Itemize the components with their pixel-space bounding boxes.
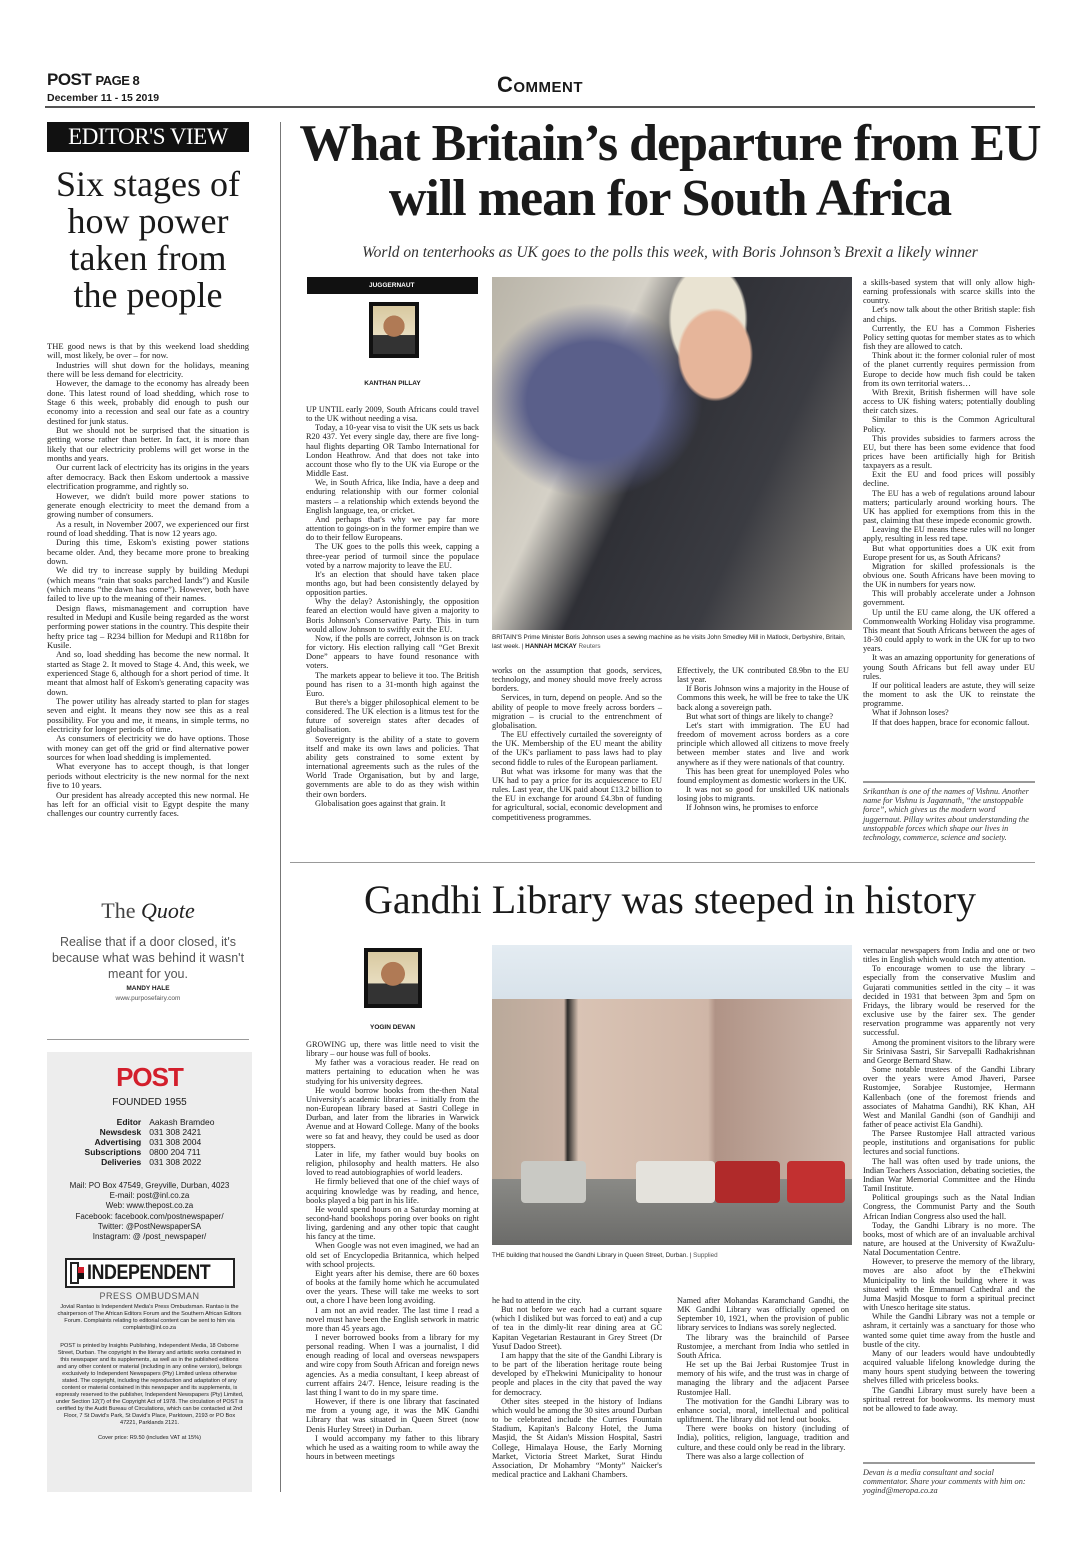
paragraph: What everyone has to accept though, is that longer periods without electricity is the new normal for the next five to 10 years. (47, 761, 249, 791)
contact-line: Facebook: facebook.com/postnewspaper/ (75, 1211, 224, 1221)
paragraph: Leaving the EU means these rules will no longer apply, resulting in less red tape. (863, 525, 1035, 544)
paragraph: My father was a voracious reader. He read on matters pertaining to education when he was studying for his university degrees. (306, 1058, 479, 1086)
paragraph: But not before we each had a currant square (which I disliked but was forced to eat) and a cup of tea in the dimly-lit rear dining area at GC Kapitan Vegetarian Restaurant in Grey Street (Dr Yusuf Dadoo Street). (492, 1305, 662, 1351)
article-headline: Gandhi Library was steeped in history (363, 877, 977, 922)
paragraph: During this time, Eskom's existing power stations became older. And, they became more prone to breaking down. (47, 537, 249, 566)
cover-price: Cover price: R9.50 (includes VAT at 15%) (98, 1435, 201, 1442)
paragraph: The hall was often used by trade unions, the Indian Teachers Association, debating societies, the Indian War Memorial Committee and the Hindu Tamil Institute. (863, 1156, 1035, 1194)
paragraph: He would borrow books from the-then Natal University's academic libraries – initially from the non-European library based at Sastri College in Durban, and later from the libraries in Warwick Avenue and at Howard College. Many of the books were so fat and heavy, they could be used as door stoppers. (306, 1085, 479, 1150)
independent-logo: INDEPENDENT (65, 1258, 235, 1288)
paragraph: The library was the brainchild of Parsee Rustomjee, a merchant from India who settled in South Africa. (677, 1332, 849, 1360)
paragraph: Currently, the EU has a Common Fisheries Policy setting quotas for member states as to which fish they are allowed to catch. (863, 323, 1035, 352)
paragraph: He would spend hours on a Saturday morning at second-hand bookshops poring over books on right living, gardening and any other topic that caught his fancy at the time. (306, 1204, 479, 1242)
paragraph: We, in South Africa, like India, have a deep and enduring relationship with our former colonial masters – a relationship which extends beyond the English language, tea, or cricket. (306, 478, 479, 515)
paragraph: I would accompany my father to this library which he used as a waiting room to while away the hours in between meetings (306, 1433, 479, 1462)
paragraph: Effectively, the UK contributed £8.9bn to the EU last year. (677, 666, 849, 685)
paragraph: Industries will shut down for the holidays, meaning there will be less demand for electricity. (47, 359, 249, 380)
paragraph: UP UNTIL early 2009, South Africans could travel to the UK without needing a visa. (306, 405, 479, 424)
independent-logo-icon (70, 1262, 80, 1284)
paragraph: a skills-based system that will only allow high-earning professionals with scarce skills into the country. (863, 278, 1035, 306)
column-divider (280, 122, 281, 1492)
paragraph: To encourage women to use the library – especially from the conservative Muslim and Gujarati communities settled in the city – it was decided in 1931 that between 3pm and 5pm on Fridays, the library would be reserved for the exclusive use by the fairer sex. The gender reservation programme was apparently not very successful. (863, 964, 1035, 1038)
paragraph: We did try to increase supply by building Medupi (which means “rain that soaks parched lands”) and Kusile (which means “the dawn has come”). However, both have failed to live up to the meaning of their names. (47, 565, 249, 604)
paragraph: Migration for skilled professionals is the obvious one. South Africans have been moving to the UK in numbers for years now. (863, 561, 1035, 590)
editors-view-label: EDITOR'S VIEW (47, 122, 249, 152)
paragraph: He set up the Bai Jerbai Rustomjee Trust in memory of his wife, and the trust was in charge of managing the library and the adjacent Parsee Rustomjee Hall. (677, 1360, 849, 1397)
paragraph: Design flaws, mismanagement and corruption have resulted in Medupi and Kusile being regarded as the worst performing power stations in the country. This despite their hefty price tag – R234 billion for Medupi and R118bn for Kusile. (47, 602, 249, 650)
article-photo (492, 277, 852, 630)
paragraph: Our current lack of electricity has its origins in the years after democracy. Back then Eskom undertook a massive electrification programme, and rightly so. (47, 462, 249, 492)
quote-rule (47, 1039, 249, 1040)
paragraph: And so, load shedding has become the new normal. It started as Stage 2. It moved to Stage 4. And, this week, we experienced Stage 6, although for a short period of time. It meant that almost half of Eskom's generating capacity was down. (47, 649, 249, 697)
paragraph: Exit the EU and food prices will possibly decline. (863, 470, 1035, 489)
contact-line: E-mail: post@inl.co.za (109, 1191, 190, 1201)
editorial-body (47, 342, 249, 819)
quote-text: Realise that if a door closed, it's because what was behind it wasn't meant for you. (51, 935, 245, 981)
paragraph: Similar to this is the Common Agricultural Policy. (863, 415, 1035, 434)
paragraph: However, if there is one library that fascinated me from a young age, it was the MK Gandhi Library that was situated in Queen Street (now Denis Hurley Street) in Durban. (306, 1397, 479, 1434)
article-column (863, 278, 1035, 727)
contact-line: Web: www.thepost.co.za (105, 1201, 194, 1211)
paragraph: Why the delay? Astonishingly, the opposition feared an election would have given a majority to Boris Johnson's Conservative Party. This in turn would allow Johnson to swiftly exit the EU. (306, 597, 479, 634)
paragraph: GROWING up, there was little need to visit the library – our house was full of books. (306, 1040, 479, 1059)
author-bio: Srikanthan is one of the names of Vishnu. Another name for Vishnu is Jagannath, “the unstoppable force”, which gives us the modern word juggernaut. Pillay writes about understanding the unstoppable forces which shape our lives in technology, commerce, science and society. (863, 781, 1035, 842)
paragraph: THE good news is that by this weekend load shedding will, most likely, be over – for now. (47, 341, 249, 361)
paragraph: Up until the EU came along, the UK offered a Commonwealth Working Holiday visa programme. This meant that South Africans between the ages of 18-30 could apply to work in the UK for up to two years. (863, 607, 1035, 654)
author-byline: KANTHAN PILLAY (364, 380, 421, 387)
paragraph: But what sort of things are likely to change? (686, 711, 834, 721)
paragraph: The Gandhi Library must surely have been a spiritual retreat for bookworms. Its memory must not be allowed to fade away. (863, 1385, 1035, 1413)
paragraph: I am not an avid reader. The last time I read a novel must have been the English setwork in matric more than 45 years ago. (306, 1305, 479, 1333)
ombudsman-text: Jovial Rantao is Independent Media's Press Ombudsman. Rantao is the chairperson of The African Editors Forum and the Southern African Editors Forum. Complaints relating to editorial content can be sent to him via complaints@inl.co.za (57, 1304, 242, 1332)
paragraph: Named after Mohandas Karamchand Gandhi, the MK Gandhi Library was officially opened on September 10, 1921, when the provision of public library services to Indians was sorely neglected. (677, 1296, 849, 1333)
paragraph: Globalisation goes against that grain. It (315, 798, 446, 808)
paragraph: works on the assumption that goods, services, technology, and money should move freely across borders. (492, 666, 662, 694)
paragraph: Sovereignty is the ability of a state to govern itself and make its own laws and policies. That ability gets constrained to some extent by international agreements such as the rules of the World Trade Organisation, but by and large, governments are able to do as they wish within their own borders. (306, 734, 479, 799)
photo-caption: THE building that housed the Gandhi Library in Queen Street, Durban. | Supplied (492, 1252, 718, 1259)
staff-row (81, 1147, 219, 1157)
article-headline: What Britain’s departure from EU will mean for South Africa (299, 115, 1041, 227)
paragraph: However, to preserve the memory of the library, moves are also afoot by the eThekwini Municipality to link the building where it was situated with the Emmanuel Cathedral and the Juma Masjid Mosque to form a spiritual precinct with Unesco heritage site status. (863, 1257, 1035, 1313)
staff-value: 031 308 2421 (149, 1127, 202, 1137)
paragraph: He firmly believed that one of the chief ways of acquiring knowledge was by reading, and hence, books played a big part in his life. (306, 1177, 479, 1205)
paragraph: But what was irksome for many was that the UK had to pay a price for its acquiescence to EU rules. Last year, the UK paid about £13.2 billion to the EU in exchange for around £4.3bn of funding for agricultural, social, economic development and competitiveness programmes. (492, 766, 662, 822)
paragraph: There was also a large collection of (686, 1451, 804, 1461)
paragraph: If our political leaders are astute, they will seize the moment to ask the UK to reinstate the programme. (863, 680, 1035, 709)
paragraph: However, we didn't build more power stations to generate enough electricity to meet the demand from a growing number of consumers. (47, 490, 249, 520)
paragraph: Some notable trustees of the Gandhi Library over the years were Amod Jhaveri, Parsee Rustomjee, Sorabjee Rustomjee, Hermann Kallenbach (one of the foremost friends and associates of Mahatma Gandhi), RK Khan, AH West and Manilal Gandhi (son of Gandhiji and father of peace activist Ela Gandhi). (863, 1065, 1035, 1129)
staff-value: 031 308 2004 (149, 1137, 202, 1147)
staff-table (81, 1117, 219, 1167)
staff-row (81, 1117, 219, 1127)
masthead-box (47, 1052, 252, 1492)
paragraph: Many of our leaders would have undoubtedly acquired valuable lifelong knowledge during the many hours spent studying between the towering shelves filled with priceless books. (863, 1348, 1035, 1386)
article-column (492, 666, 662, 822)
paragraph: I never borrowed books from a library for my personal reading. When I was a journalist, I did enough reading of local and overseas newspapers and wire copy from South African and foreign news agencies. As a media consultant, I keep abreast of current affairs 24/7. Hence, leisure reading is the last thing I want to do in my spare time. (306, 1333, 479, 1397)
header-rule (45, 106, 1035, 108)
paragraph: I am happy that the site of the Gandhi Library is to be part of the liberation heritage route being developed by eThekwini Municipality to honour people and places in the city that paved the way for democracy. (492, 1350, 662, 1397)
author-byline: YOGIN DEVAN (369, 1024, 416, 1031)
paragraph: It's an election that should have taken place months ago, but had been consistently delayed by opposition parties. (306, 569, 479, 598)
paragraph: However, the damage to the economy has already been done. This latest round of load shedding, which rose to Stage 6 this week, probably did enough to push our economy into a recession and seal our fate as a country destined for junk status. (47, 378, 249, 426)
paragraph: As a result, in November 2007, we experienced our first round of load shedding. That is now 12 years ago. (47, 518, 249, 538)
post-logo: POST (116, 1062, 183, 1092)
article-column (306, 405, 479, 808)
contact-list (47, 1181, 252, 1242)
paragraph: But what opportunities does a UK exit from Europe present for us, as South Africans? (863, 543, 1035, 562)
paragraph: The EU effectively curtailed the sovereignty of the UK. Membership of the EU meant the ability of the UK's parliament to pass laws had to play second fiddle to rules of the European parliament. (492, 730, 662, 767)
paragraph: The EU has a web of regulations around labour matters; particularly around working hours. The UK has applied for exemptions from this in the past, claiming that these impede economic growth. (863, 488, 1035, 526)
paragraph: It was not so good for unskilled UK nationals losing jobs to migrants. (677, 785, 849, 804)
paragraph: vernacular newspapers from India and one or two titles in English which would catch my attention. (863, 946, 1035, 965)
paragraph: When Google was not even imagined, we had an old set of Encyclopedia Britannica, which helped with school projects. (306, 1241, 479, 1269)
paragraph: The power utility has already started to plan for stages seven and eight. It means they now see this as a real possibility. For you and me, it means, in simple terms, no electricity for longer periods of time. (47, 696, 249, 735)
ombudsman-title: PRESS OMBUDSMAN (99, 1291, 200, 1302)
paragraph: Eight years after his demise, there are 60 boxes of books at the family home which he accumulated over the years. These will take me weeks to sort out, a chore I have been long avoiding. (306, 1268, 479, 1306)
paragraph: There were books on history (including of India), politics, religion, language, tradition and culture, and these could only be read in the library. (677, 1424, 849, 1452)
article-column (492, 1296, 662, 1479)
staff-role: Subscriptions (84, 1147, 142, 1157)
article-column (306, 1040, 479, 1461)
paragraph: If that does happen, brace for economic fallout. (872, 717, 1030, 727)
article-column (677, 1296, 849, 1461)
paragraph: What if Johnson loses? (872, 708, 949, 718)
paragraph: As consumers of electricity we do have options. Those with money can get off the grid or find alternative power sources for when load shedding is implemented. (47, 733, 249, 763)
copyright-notice: POST is printed by Insights Publishing, Independent Media, 18 Osborne Street, Durban. The copyright in the literary and artistic works contained in this newspaper and its supplements, as well as in the published editions and any other content or material (including in any online version), belongs exclusively to Independent Newspapers (Pty) Limited unless otherwise stated. The copyright, including the reproduction and adaptation of any content or material contained in this newspaper and its supplements, is expressly reserved to the publisher, Independent Newspapers (Pty) Limited, under Section 12(7) of the Copyright Act of 1978. The circulation of POST is certified by the Audit Bureau of Circulations, which can be contacted at 2nd Floor, 7 St David's Park, St David's Place, Parktown, 2193 or PO Box 47221, Parklands 2121. (55, 1343, 244, 1427)
paragraph: This has been great for unemployed Poles who found employment as domestic workers in the UK. (677, 766, 849, 785)
paragraph: Services, in turn, depend on people. And so the ability of people to move freely across borders – migration – is crucial to the entrenchment of globalisation. (492, 693, 662, 730)
paragraph: This will probably accelerate under a Johnson government. (863, 589, 1035, 608)
staff-role: Newsdesk (99, 1127, 142, 1137)
paragraph: It was an amazing opportunity for generations of young South Africans but fell away under EU rules. (863, 653, 1035, 681)
staff-role: Deliveries (101, 1157, 142, 1167)
paragraph: With Brexit, British fishermen will have sole access to UK fishing waters; potentially doubling their catch sizes. (863, 387, 1035, 416)
paragraph: Among the prominent visitors to the library were Sir Srinivasa Sastri, Sir Sarvepalli Radhakrishnan and George Bernard Shaw. (863, 1037, 1035, 1065)
founded-year: FOUNDED 1955 (112, 1097, 187, 1108)
author-photo (369, 302, 419, 358)
paragraph: If Boris Johnson wins a majority in the House of Commons this week, he will be free to take the UK back along a sovereign path. (677, 684, 849, 712)
quote-author: MANDY HALE (126, 985, 170, 992)
issue-date: December 11 - 15 2019 (47, 92, 160, 104)
paragraph: The motivation for the Gandhi Library was to enhance social, moral, intellectual and political upliftment. The library did not lend out books. (677, 1396, 849, 1425)
staff-value: Aakash Bramdeo (149, 1117, 215, 1127)
staff-role: Advertising (94, 1137, 142, 1147)
paragraph: Today, the Gandhi Library is no more. The books, most of which are of an invaluable archival nature, are housed at the University of KwaZulu-Natal Documentation Centre. (863, 1220, 1035, 1258)
paragraph: The markets appear to believe it too. The British pound has risen to a 31-month high against the Euro. (306, 670, 479, 698)
staff-role: Editor (116, 1117, 142, 1127)
staff-value: 0800 204 711 (149, 1147, 201, 1157)
section-title: Comment (496, 72, 584, 97)
article-column (863, 946, 1035, 1413)
paragraph: Political groupings such as the Natal Indian Congress, the Communist Party and the South African Indian Congress also used the hall. (863, 1193, 1035, 1221)
article-divider (290, 862, 1035, 863)
staff-row (81, 1127, 219, 1137)
paragraph: Today, a 10-year visa to visit the UK sets us back R20 437. Yet every single day, there are five long-haul flights departing OR Tambo International for London Heathrow. And that does not take into account those who fly to the UK via Europe or the Middle East. (306, 423, 479, 479)
paragraph: But we should not be surprised that the situation is getting worse rather than better. In fact, it is more than likely that our electricity problems will get worse in the months and years. (47, 425, 249, 464)
photo-caption: BRITAIN'S Prime Minister Boris Johnson uses a sewing machine as he visits John Smedley Mill in Matlock, Derbyshire, Britain, last week. | HANNAH MCKAY Reuters (492, 634, 846, 650)
contact-line: Instagram: @ /post_newspaper/ (92, 1232, 207, 1242)
paragraph: Later in life, my father would buy books on religion, philosophy and health matters. He also loved to read autobiographies of world leaders. (306, 1149, 479, 1178)
contact-line: Twitter: @PostNewspaperSA (97, 1221, 202, 1231)
paragraph: Let's start with immigration. The EU had freedom of movement across borders as a core principle which allowed all citizens to move freely between member states and live and work anywhere as if they were nationals of that country. (677, 720, 849, 767)
paragraph: Let's now talk about the other British staple: fish and chips. (863, 305, 1035, 324)
paragraph: Our president has already accepted this new normal. He has left for an official visit to Egypt despite the many challenges our country currently faces. (47, 789, 249, 819)
article-subhead: World on tenterhooks as UK goes to the polls this week, with Boris Johnson’s Brexit a likely winner (362, 244, 978, 261)
page-number: PAGE 8 (95, 73, 140, 88)
paragraph: he had to attend in the city. (492, 1296, 582, 1305)
paragraph: Other sites steeped in the history of Indians which would be among the 30 sites around Durban to be celebrated include the Curries Fountain Stadium, Kapitan's Balcony Hotel, the Juma Masjid, the St Aidan's Mission Hospital, Sastri College, Himalaya House, the Early Morning Market, Victoria Street Market, Surat Hindu Association, Dr Mohambry “Monty” Naicker's medical practice and Lakhani Chambers. (492, 1396, 662, 1479)
paragraph: But there's a bigger philosophical element to be considered. The UK election is a litmus test for the future of sovereign states after decades of globalisation. (306, 698, 479, 735)
staff-row (81, 1157, 219, 1167)
paper-name: POST PAGE 8 (47, 70, 140, 89)
paragraph: This provides subsidies to farmers across the EU, but there has been some evidence that food prices have been artificially high for British taxpayers as a result. (863, 433, 1035, 471)
paragraph: The UK goes to the polls this week, capping a three-year period of turmoil since the populace voted by a narrow majority to leave the EU. (306, 542, 479, 570)
quote-url: www.purposefairy.com (115, 995, 181, 1002)
paragraph: If Johnson wins, he promises to enforce (686, 803, 819, 813)
paragraph: The Parsee Rustomjee Hall attracted various people, institutions and organisations for public lectures and social functions. (863, 1129, 1035, 1157)
editorial-headline: Six stages of how power taken from the people (56, 164, 240, 315)
author-bio: Devan is a media consultant and social commentator. Share your comments with him on: yogind@meropa.co.za (863, 1462, 1035, 1496)
paragraph: Think about it: the former colonial ruler of most of the planet currently requires permission from Europe to decide how much fish could be taken from its own territorial waters… (863, 351, 1035, 388)
contact-line: Mail: PO Box 47549, Greyville, Durban, 4023 (69, 1181, 230, 1190)
paragraph: While the Gandhi Library was not a temple or ashram, it certainly was a sanctuary for those who wanted some quiet time away from the hustle and bustle of the city. (863, 1312, 1035, 1349)
paragraph: Now, if the polls are correct, Johnson is on track for victory. His election rallying call “Get Brexit Done” appears to have found resonance with voters. (306, 633, 479, 671)
article-column (677, 666, 849, 813)
paragraph: And perhaps that's why we pay far more attention to goings-on in the former empire than we do to their fellow Europeans. (306, 514, 479, 543)
staff-row (81, 1137, 219, 1147)
article-photo (492, 945, 852, 1245)
quote-title: The Quote (101, 898, 195, 923)
staff-value: 031 308 2022 (149, 1157, 202, 1167)
author-photo (364, 948, 422, 1008)
column-label: JUGGERNAUT (307, 277, 478, 294)
